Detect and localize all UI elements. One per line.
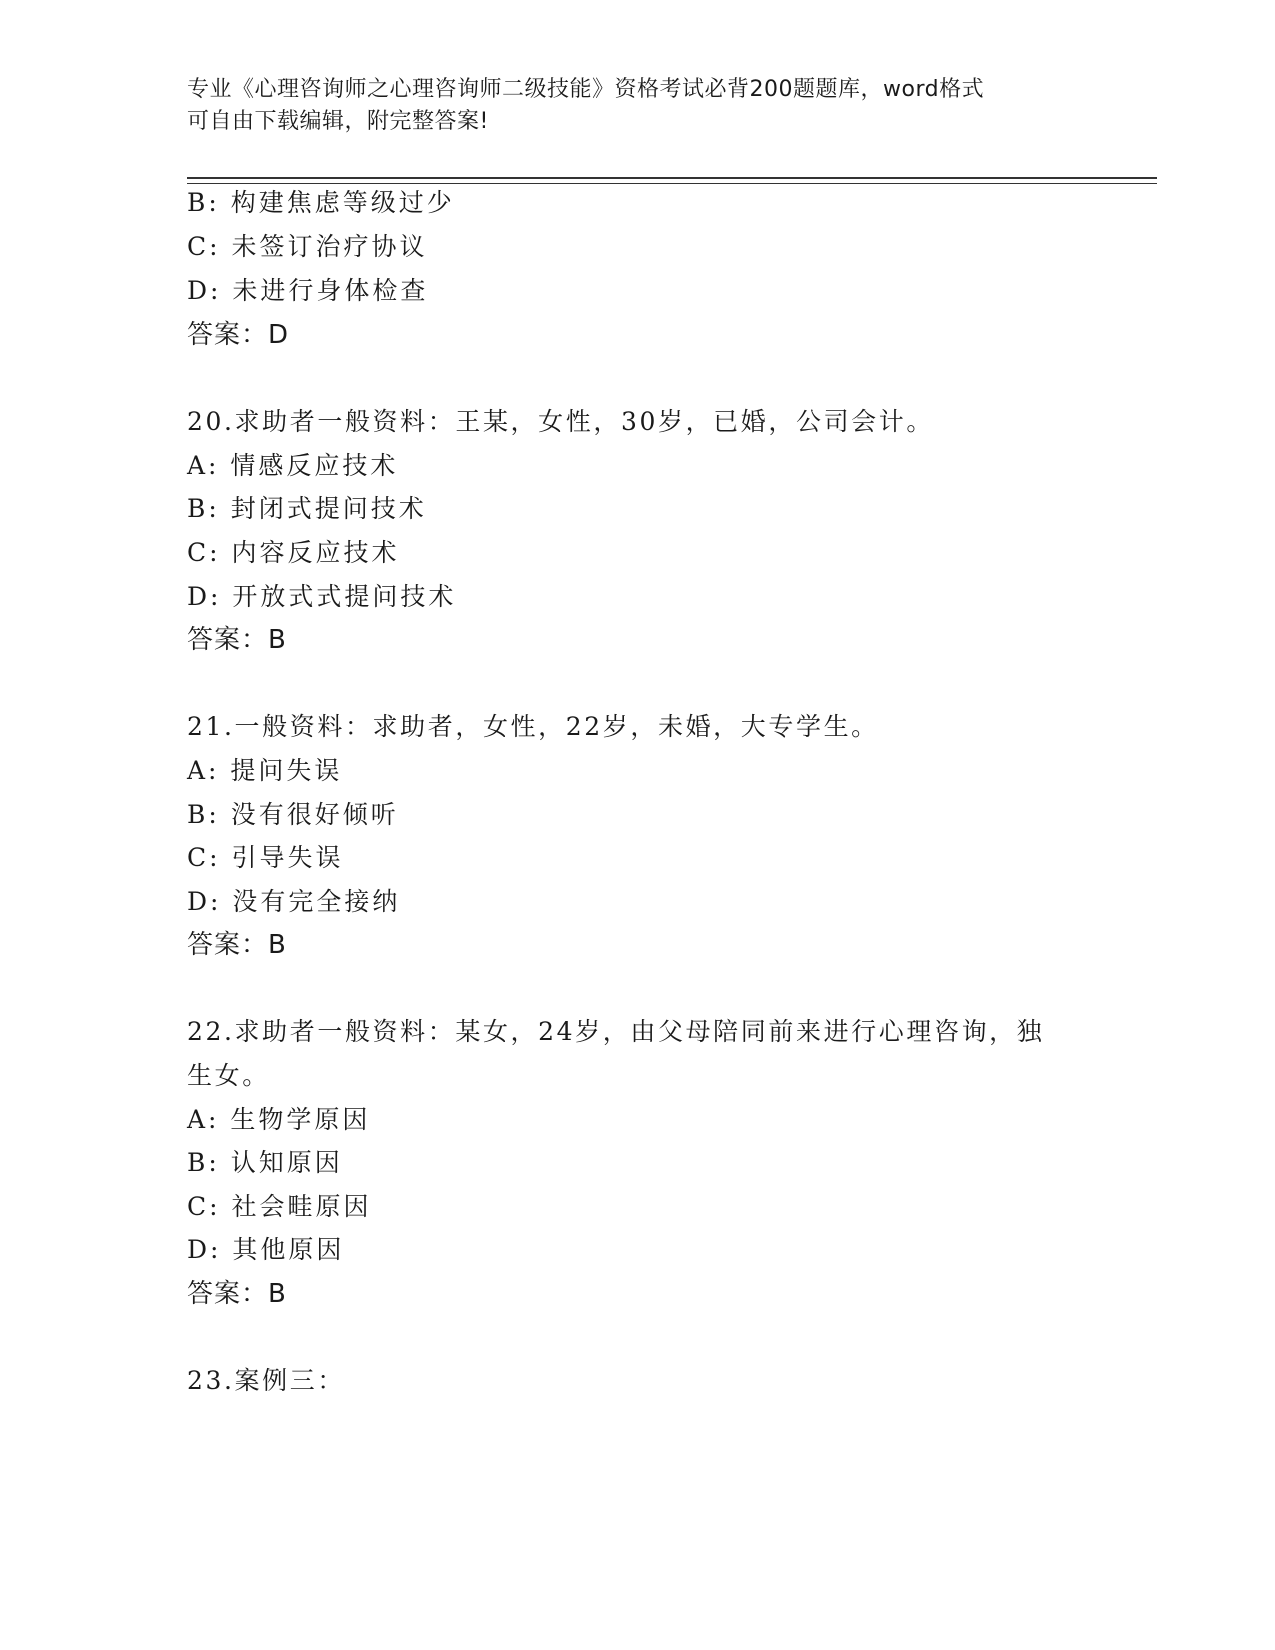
q20-option-b: B: 封闭式提问技术 <box>187 494 427 523</box>
q22-stem-line-2: 生女。 <box>187 1061 270 1090</box>
header-divider-thin <box>187 183 1157 184</box>
q22-option-b: B: 认知原因 <box>187 1148 343 1177</box>
header-title-line-2: 可自由下载编辑，附完整答案! <box>187 109 489 134</box>
q20-answer: 答案：B <box>187 625 287 655</box>
page-header <box>187 74 1087 138</box>
q20-stem: 20.求助者一般资料：王某，女性，30岁，已婚，公司会计。 <box>187 407 934 436</box>
q19-option-b: B: 构建焦虑等级过少 <box>187 188 455 217</box>
q20-option-d: D: 开放式式提问技术 <box>187 582 457 611</box>
header-title-line-1: 专业《心理咨询师之心理咨询师二级技能》资格考试必背200题题库，word格式 <box>187 77 985 102</box>
q19-option-c: C: 未签订治疗协议 <box>187 232 428 261</box>
q22-option-a: A: 生物学原因 <box>187 1105 371 1134</box>
header-divider-thick <box>187 177 1157 179</box>
q22-answer: 答案：B <box>187 1279 287 1309</box>
q19-answer: 答案：D <box>187 320 290 350</box>
q20-option-c: C: 内容反应技术 <box>187 538 400 567</box>
q21-answer: 答案：B <box>187 930 287 960</box>
q22-option-d: D: 其他原因 <box>187 1235 345 1264</box>
q21-stem: 21.一般资料：求助者，女性，22岁，未婚，大专学生。 <box>187 712 879 741</box>
q21-option-b: B: 没有很好倾听 <box>187 800 399 829</box>
q22-stem-line-1: 22.求助者一般资料：某女，24岁，由父母陪同前来进行心理咨询，独 <box>187 1017 1045 1046</box>
q21-option-a: A: 提问失误 <box>187 756 343 785</box>
q21-option-d: D: 没有完全接纳 <box>187 887 401 916</box>
q19-option-d: D: 未进行身体检查 <box>187 276 429 305</box>
q20-option-a: A: 情感反应技术 <box>187 451 399 480</box>
q22-option-c: C: 社会畦原因 <box>187 1192 372 1221</box>
q23-stem: 23.案例三： <box>187 1366 345 1395</box>
q21-option-c: C: 引导失误 <box>187 843 344 872</box>
